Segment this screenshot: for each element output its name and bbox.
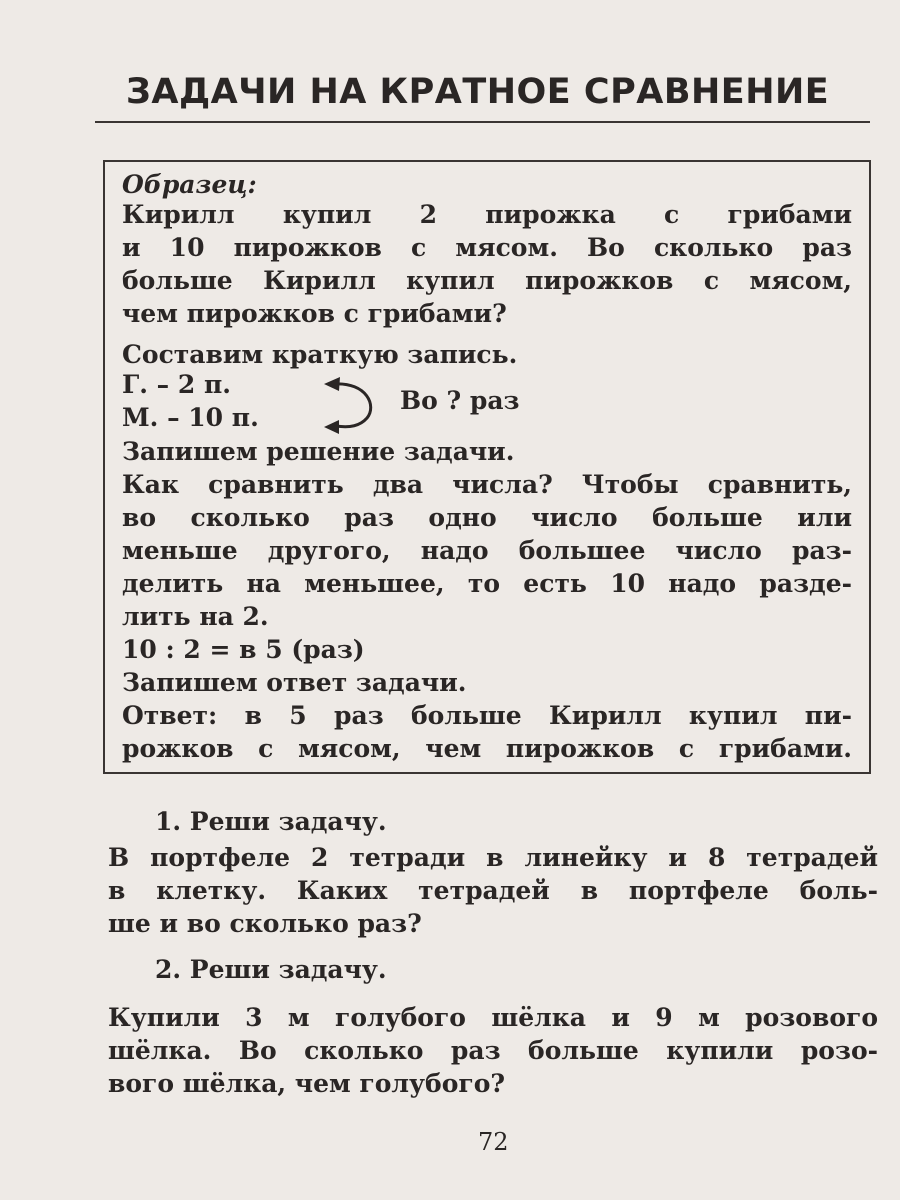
task-2-line: шёлка. Во сколько раз больше купили розо-	[108, 1036, 878, 1065]
sample-line: Запишем ответ задачи.	[122, 668, 467, 697]
task-1-line: в клетку. Каких тетрадей в портфеле боль-	[108, 876, 878, 905]
task-1-heading: 1. Реши задачу.	[155, 807, 387, 836]
answer-line: рожков с мясом, чем пирожков с грибами.	[122, 734, 852, 763]
sample-line: больше Кирилл купил пирожков с мясом,	[122, 266, 852, 295]
title-underline	[95, 121, 870, 123]
solution-expression: 10 : 2 = в 5 (раз)	[122, 635, 365, 664]
answer-line: Ответ: в 5 раз больше Кирилл купил пи-	[122, 701, 852, 730]
short-note-line-m: М. – 10 п.	[122, 403, 259, 432]
sample-line: меньше другого, надо большее число раз-	[122, 536, 852, 565]
short-note-line-g: Г. – 2 п.	[122, 370, 231, 399]
sample-line: и 10 пирожков с мясом. Во сколько раз	[122, 233, 852, 262]
task-2-heading: 2. Реши задачу.	[155, 955, 387, 984]
task-1-line: ше и во сколько раз?	[108, 909, 422, 938]
sample-line: Составим краткую запись.	[122, 340, 518, 369]
task-2-line: вого шёлка, чем голубого?	[108, 1069, 506, 1098]
sample-line: лить на 2.	[122, 602, 269, 631]
sample-line: Кирилл купил 2 пирожка с грибами	[122, 200, 852, 229]
page-number: 72	[478, 1128, 509, 1156]
short-note-question: Во ? раз	[400, 386, 520, 415]
comparison-arrow-icon	[322, 376, 382, 436]
sample-label: Образец:	[122, 170, 257, 199]
task-2-line: Купили 3 м голубого шёлка и 9 м розового	[108, 1003, 878, 1032]
task-1-line: В портфеле 2 тетради в линейку и 8 тетрадей	[108, 843, 878, 872]
sample-line: во сколько раз одно число больше или	[122, 503, 852, 532]
sample-line: чем пирожков с грибами?	[122, 299, 507, 328]
sample-line: Как сравнить два числа? Чтобы сравнить,	[122, 470, 852, 499]
sample-line: делить на меньшее, то есть 10 надо разде-	[122, 569, 852, 598]
sample-line: Запишем решение задачи.	[122, 437, 515, 466]
page-title: ЗАДАЧИ НА КРАТНОЕ СРАВНЕНИЕ	[126, 72, 830, 112]
